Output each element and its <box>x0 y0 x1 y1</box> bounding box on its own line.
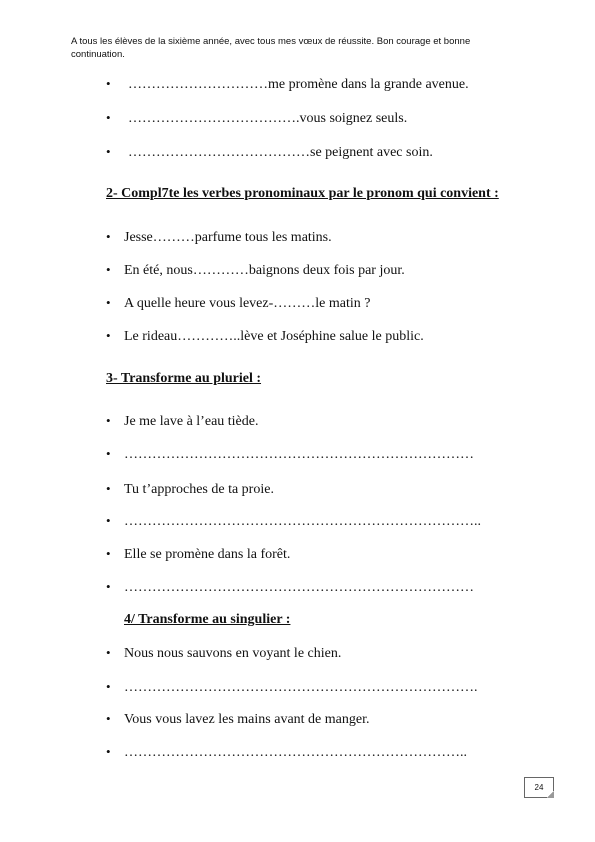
list-item: • A quelle heure vous levez-………le matin ? <box>106 295 371 311</box>
bullet-icon: • <box>106 579 111 594</box>
bullet-icon: • <box>106 144 111 159</box>
bullet-icon: • <box>106 645 111 660</box>
bullet-icon: • <box>106 446 111 461</box>
bullet-icon: • <box>106 744 111 759</box>
section-heading: 4/ Transforme au singulier : <box>124 612 291 627</box>
bullet-icon: • <box>106 513 111 528</box>
list-item: • ……………………………….vous soignez seuls. <box>106 110 408 126</box>
list-item: • Jesse………parfume tous les matins. <box>106 229 332 245</box>
bullet-icon: • <box>106 295 111 310</box>
list-item: • …………………………me promène dans la grande avenue. <box>106 76 469 92</box>
bullet-icon: • <box>106 481 111 496</box>
section-heading: 3- Transforme au pluriel : <box>106 371 262 386</box>
list-item: • Le rideau…………..lève et Joséphine salue le public. <box>106 328 424 344</box>
bullet-icon: • <box>106 711 111 726</box>
answer-line: • …………………………………………………………………. <box>106 679 478 695</box>
answer-line: • ………………………………………………………………… <box>106 446 474 462</box>
bullet-icon: • <box>106 229 111 244</box>
answer-line: • ………………………………………………………………….. <box>106 513 481 529</box>
list-item: • Vous vous lavez les mains avant de manger. <box>106 711 370 727</box>
bullet-icon: • <box>106 110 111 125</box>
bullet-icon: • <box>106 262 111 277</box>
bullet-icon: • <box>106 76 111 91</box>
bullet-icon: • <box>106 413 111 428</box>
bullet-icon: • <box>106 328 111 343</box>
bullet-icon: • <box>106 546 111 561</box>
list-item: • Je me lave à l’eau tiède. <box>106 413 259 429</box>
list-item: • Elle se promène dans la forêt. <box>106 546 291 562</box>
list-item: • Tu t’approches de ta proie. <box>106 481 274 497</box>
list-item: • …………………………………se peignent avec soin. <box>106 144 433 160</box>
answer-line: • ………………………………………………………………… <box>106 579 474 595</box>
bullet-icon: • <box>106 679 111 694</box>
answer-line: • ……………………………………………………………….. <box>106 744 467 760</box>
header-note: A tous les élèves de la sixième année, avec tous mes vœux de réussite. Bon courage et bonne continuation. <box>71 36 471 60</box>
page-number: 24 <box>524 777 554 798</box>
list-item: • En été, nous…………baignons deux fois par jour. <box>106 262 405 278</box>
list-item: • Nous nous sauvons en voyant le chien. <box>106 645 342 661</box>
section-heading: 2- Compl7te les verbes pronominaux par le pronom qui convient : <box>106 186 499 201</box>
